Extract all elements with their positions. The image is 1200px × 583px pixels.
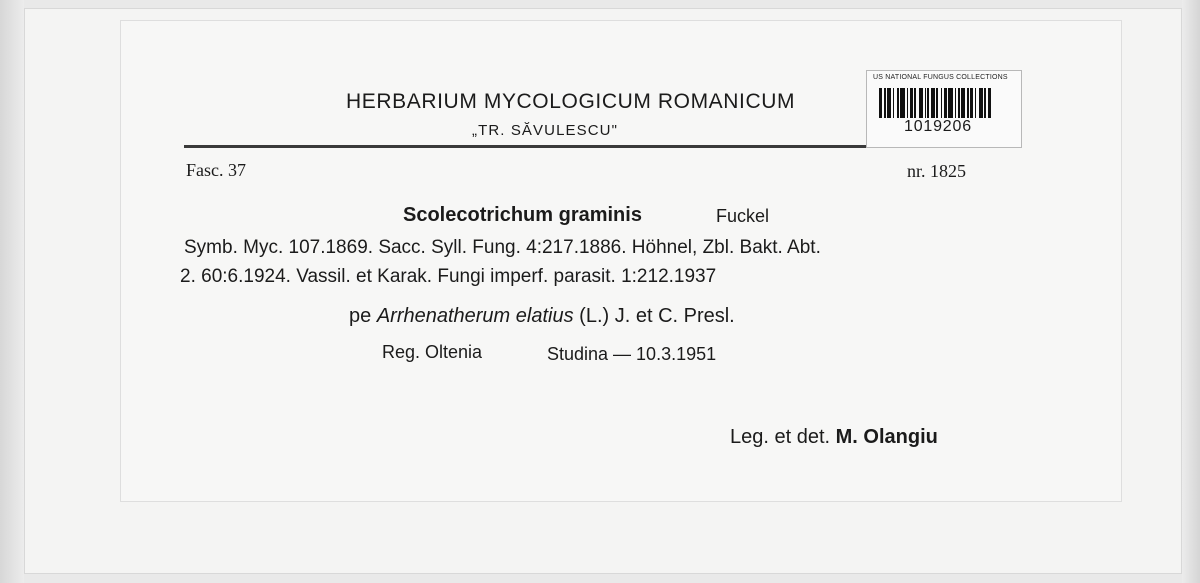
- species-name: Scolecotrichum graminis: [403, 204, 642, 226]
- species-author: Fuckel: [716, 206, 770, 226]
- fascicle-number: Fasc. 37: [186, 160, 246, 180]
- reference-line-1: Symb. Myc. 107.1869. Sacc. Syll. Fung. 4:217.1886. Höhnel, Zbl. Bakt. Abt.: [184, 237, 821, 258]
- collector-name: M. Olangiu: [835, 426, 938, 448]
- host-prefix: pe: [349, 305, 372, 327]
- collector-line: [730, 426, 938, 449]
- background-edge-right: [1182, 0, 1200, 583]
- specimen-number: nr. 1825: [907, 161, 967, 181]
- barcode-caption: US NATIONAL FUNGUS COLLECTIONS: [873, 74, 1008, 81]
- background-edge-left: [0, 0, 24, 583]
- host-taxon: Arrhenatherum elatius: [376, 305, 574, 327]
- locality-date: Studina — 10.3.1951: [547, 344, 717, 364]
- region: Reg. Oltenia: [382, 342, 483, 362]
- herbarium-title: HERBARIUM MYCOLOGICUM ROMANICUM: [346, 90, 796, 113]
- barcode-icon: [879, 88, 1009, 118]
- herbarium-subtitle: „TR. SĂVULESCU": [472, 122, 619, 139]
- barcode-label: [866, 70, 1022, 148]
- host-suffix: (L.) J. et C. Presl.: [579, 305, 735, 327]
- host-plant: [349, 305, 735, 328]
- collector-prefix: Leg. et det.: [730, 426, 831, 448]
- reference-line-2: 2. 60:6.1924. Vassil. et Karak. Fungi imperf. parasit. 1:212.1937: [180, 266, 717, 287]
- barcode-number: 1019206: [904, 118, 972, 135]
